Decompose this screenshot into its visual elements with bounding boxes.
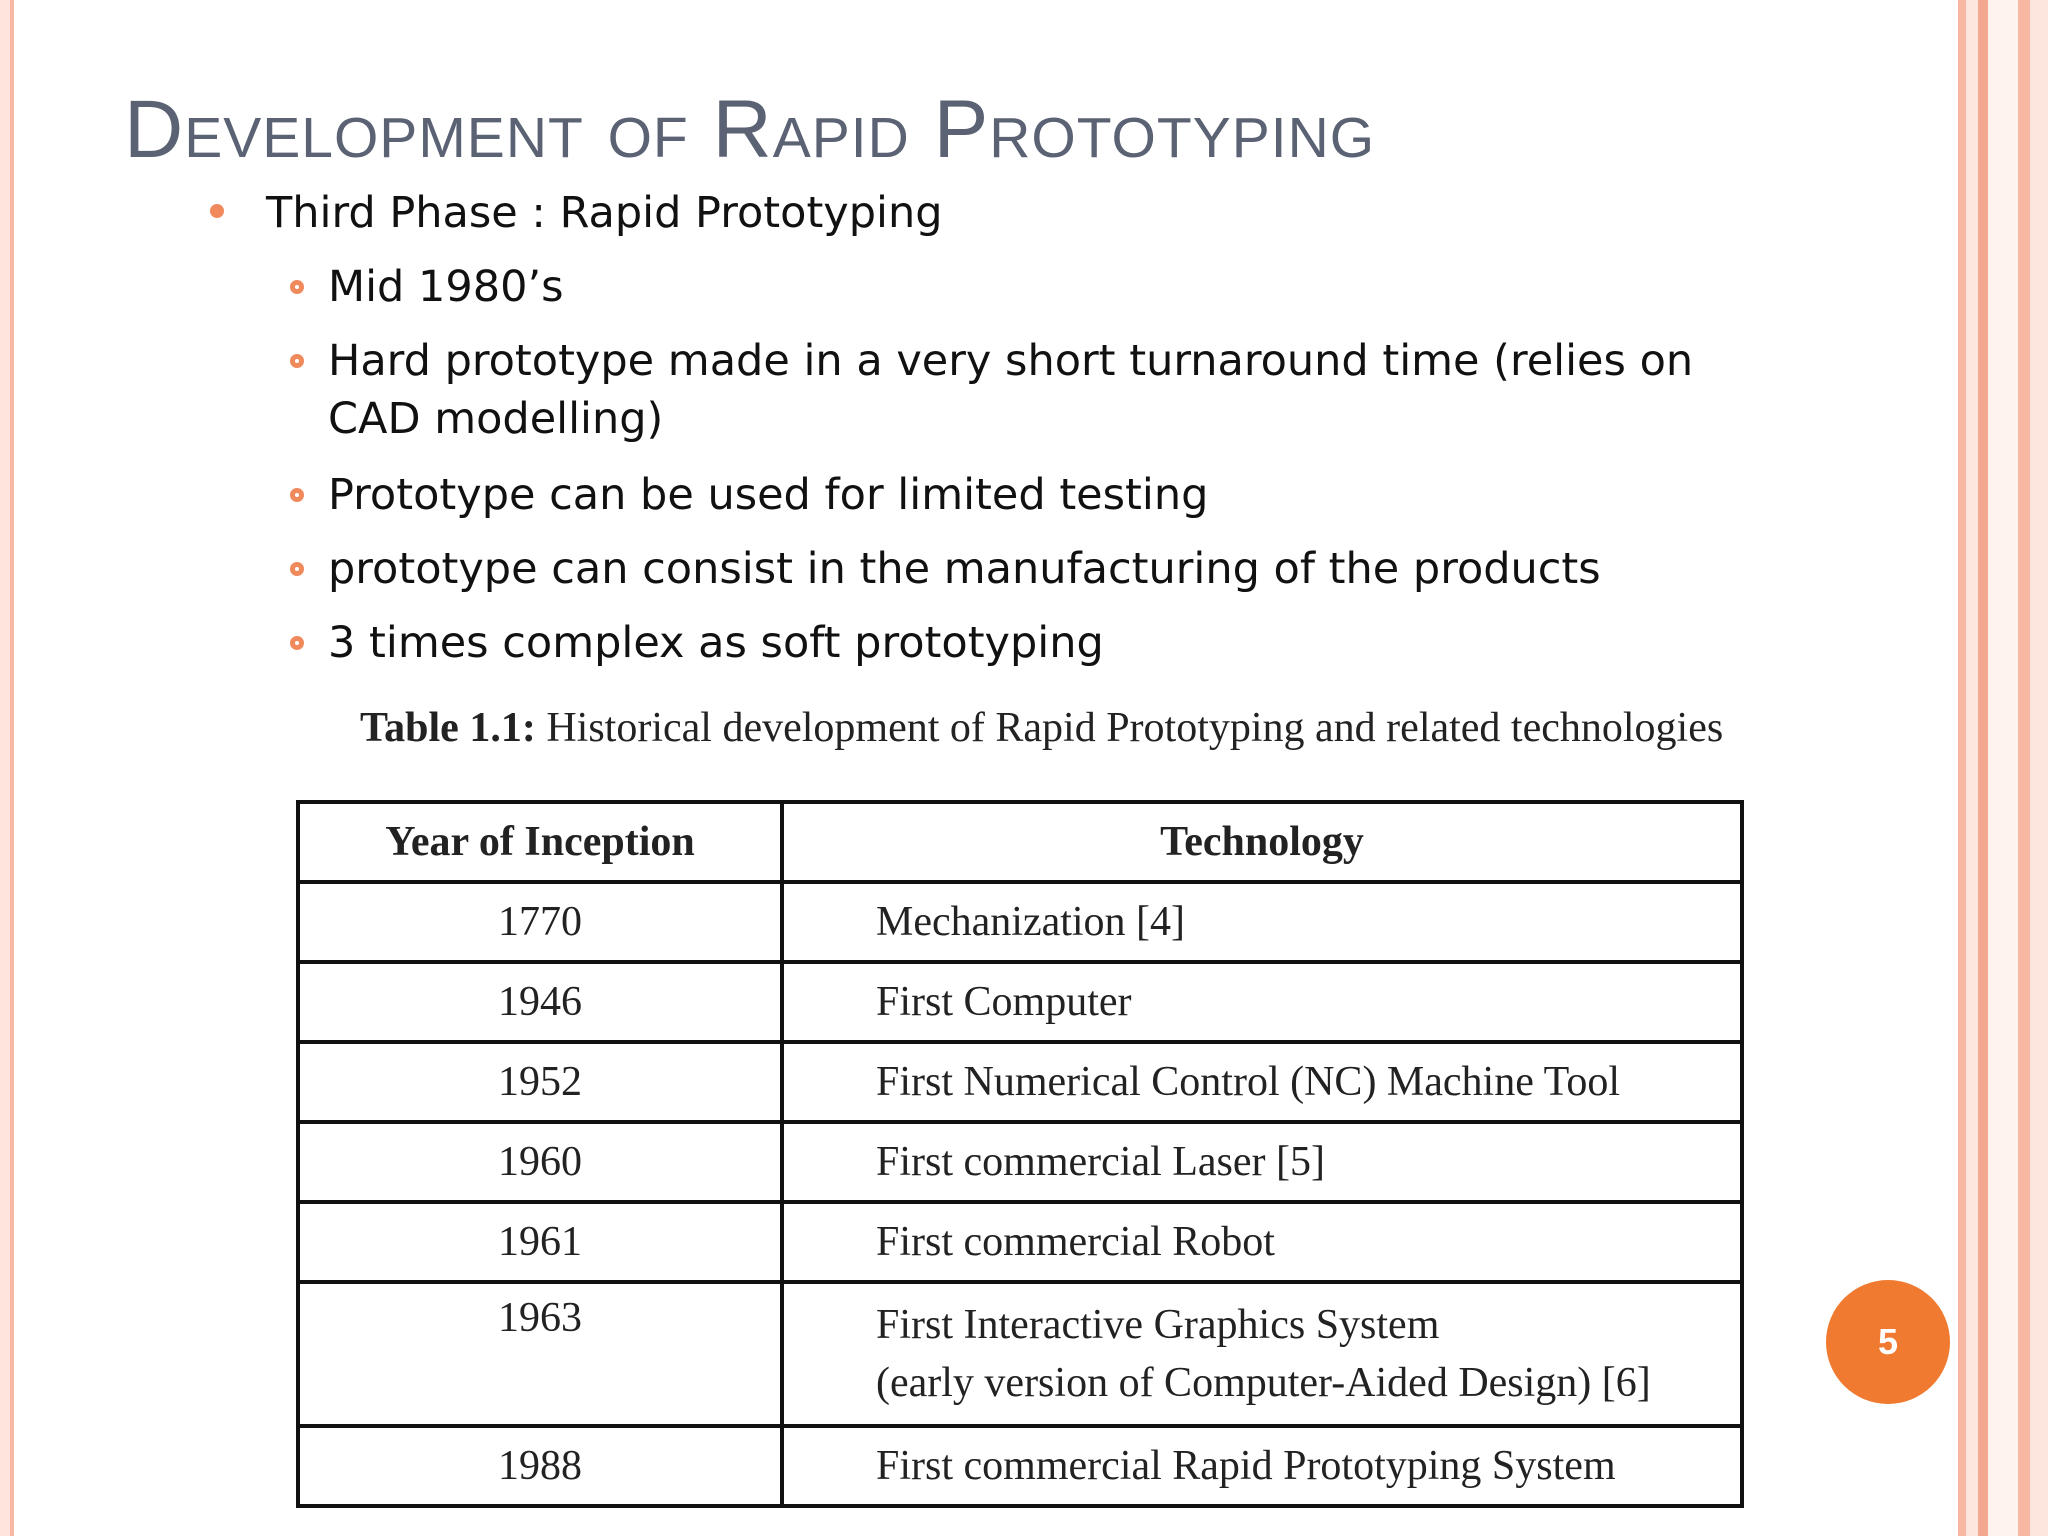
technology-text: Mechanization [4] [876, 899, 1186, 945]
table-row [298, 1426, 1742, 1506]
table-row [298, 1122, 1742, 1202]
technology-cell [782, 882, 1742, 962]
column-header-technology: Technology [782, 802, 1742, 882]
table-row [298, 1202, 1742, 1282]
technology-cell [782, 962, 1742, 1042]
history-table [296, 800, 1744, 1508]
technology-text: First Numerical Control (NC) Machine Tool [876, 1059, 1621, 1105]
technology-cell [782, 1426, 1742, 1506]
technology-text: First commercial Laser [5] [876, 1139, 1325, 1185]
year-cell: 1946 [298, 962, 782, 1042]
bullet-level1: Third Phase : Rapid Prototyping [266, 188, 943, 238]
slide-left-border [0, 0, 24, 1536]
bullet-ring-icon [290, 562, 304, 576]
year-cell: 1961 [298, 1202, 782, 1282]
bullet-level2-item: Mid 1980’s [328, 262, 564, 312]
technology-text: First commercial Robot [876, 1219, 1275, 1265]
bullet-ring-icon [290, 280, 304, 294]
technology-cell [782, 1202, 1742, 1282]
technology-cell [782, 1042, 1742, 1122]
table-row [298, 1042, 1742, 1122]
technology-text: (early version of Computer-Aided Design) [6] [876, 1360, 1651, 1406]
year-cell: 1988 [298, 1426, 782, 1506]
table-caption [360, 700, 1723, 756]
column-header-year: Year of Inception [298, 802, 782, 882]
technology-text: First Computer [876, 979, 1132, 1025]
bullet-dot-icon [210, 204, 224, 218]
table-caption-label: Table 1.1: [360, 705, 536, 751]
bullet-level2-item: Prototype can be used for limited testing [328, 470, 1209, 520]
table-caption-text: Historical development of Rapid Prototyping and related technologies [546, 705, 1724, 751]
bullet-ring-icon [290, 354, 304, 368]
technology-cell [782, 1122, 1742, 1202]
technology-text: First commercial Rapid Prototyping System [876, 1443, 1616, 1489]
table-row [298, 1282, 1742, 1426]
year-cell: 1952 [298, 1042, 782, 1122]
year-cell: 1963 [298, 1282, 782, 1426]
year-cell: 1960 [298, 1122, 782, 1202]
table-header-row [298, 802, 1742, 882]
bullet-ring-icon [290, 636, 304, 650]
bullet-level2-item: 3 times complex as soft prototyping [328, 618, 1104, 668]
slide-right-border [1958, 0, 2048, 1536]
bullet-ring-icon [290, 488, 304, 502]
technology-text: First Interactive Graphics System [876, 1302, 1440, 1348]
year-cell: 1770 [298, 882, 782, 962]
technology-cell [782, 1282, 1742, 1426]
slide-title: Development of Rapid Prototyping [124, 84, 1376, 175]
bullet-level2-item: Hard prototype made in a very short turnaround time (relies on CAD modelling) [328, 336, 1694, 444]
page-number-badge: 5 [1826, 1280, 1950, 1404]
table-row [298, 962, 1742, 1042]
table-row [298, 882, 1742, 962]
bullet-level2-item: prototype can consist in the manufacturing of the products [328, 544, 1601, 594]
